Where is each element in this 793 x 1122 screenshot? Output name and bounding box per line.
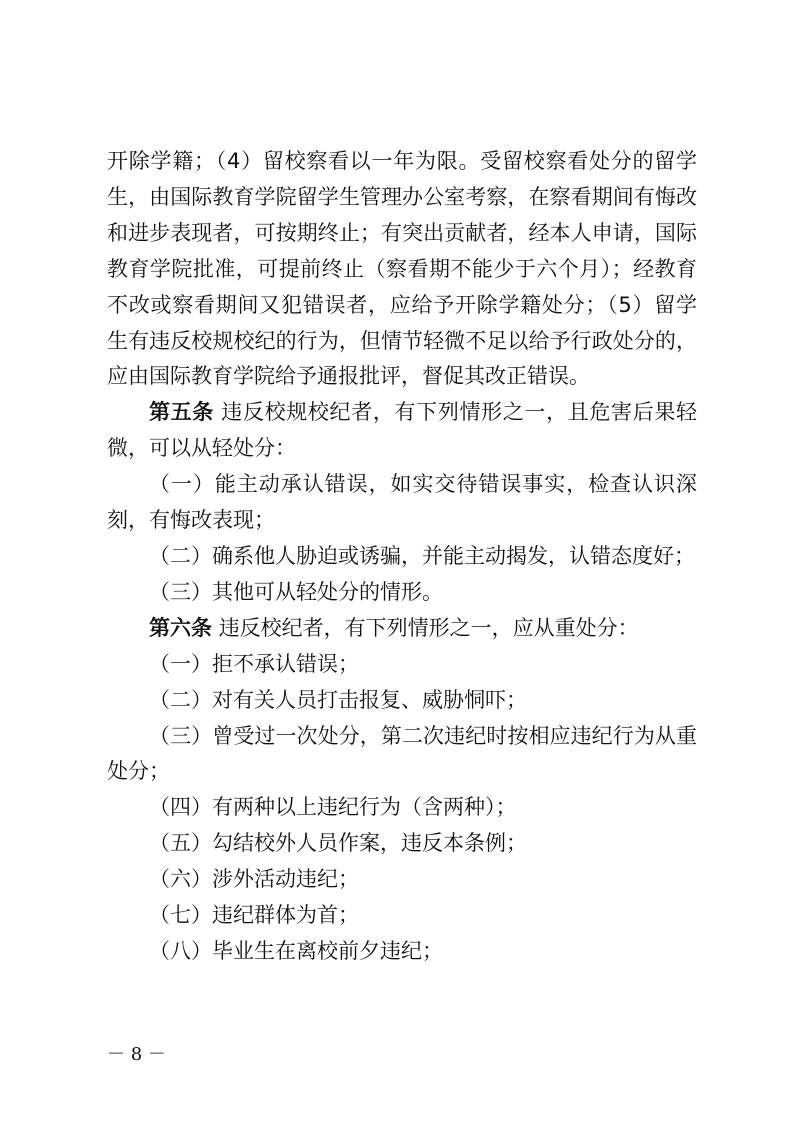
article-6-item-8: （八）毕业生在离校前夕违纪； [149, 938, 443, 963]
article-6-heading: 第六条 [149, 615, 212, 640]
continuation-paragraph: 开除学籍；（4）留校察看以一年为限。受留校察看处分的留学生，由国际教育学院留学生管理办公室考察，在察看期间有悔改和进步表现者，可按期终止；有突出贡献者，经本人申请，国际教育学院批准，可提前终止（察看期不能少于六个月）；经教育不改或察看期间又犯错误者，应给予开除学籍处分；（5）留学生有违反校规校纪的行为，但情节轻微不足以给予行政处分的，应由国际教育学院给予通报批评，督促其改正错误。 [107, 149, 697, 389]
page-number: － 8 － [107, 1044, 166, 1065]
article-6-item-3: （三）曾受过一次处分，第二次违纪时按相应违纪行为从重处分； [107, 723, 697, 784]
article-5-text: 违反校规校纪者，有下列情形之一，且危害后果轻微，可以从轻处分： [107, 400, 697, 461]
article-6-item-7: （七）违纪群体为首； [149, 903, 359, 928]
article-6-item-2: （二）对有关人员打击报复、威胁恫吓； [149, 687, 527, 712]
document-body [107, 144, 697, 970]
article-6-text: 违反校纪者，有下列情形之一，应从重处分： [218, 615, 639, 640]
article-5-paragraph [107, 395, 697, 467]
article-6-item-5: （五）勾结校外人员作案，违反本条例； [149, 831, 527, 856]
article-6-item-6: （六）涉外活动违纪； [149, 867, 359, 892]
article-6-item-1: （一）拒不承认错误； [149, 651, 359, 676]
article-5-item-2: （二）确系他人胁迫或诱骗，并能主动揭发，认错态度好； [149, 543, 695, 568]
article-6-paragraph [107, 611, 697, 647]
article-5-heading: 第五条 [149, 400, 214, 425]
article-5-item-1: （一）能主动承认错误，如实交待错误事实，检查认识深刻，有悔改表现； [107, 472, 697, 533]
article-5-item-3: （三）其他可从轻处分的情形。 [149, 579, 443, 604]
article-6-item-4: （四）有两种以上违纪行为（含两种）； [149, 795, 517, 820]
